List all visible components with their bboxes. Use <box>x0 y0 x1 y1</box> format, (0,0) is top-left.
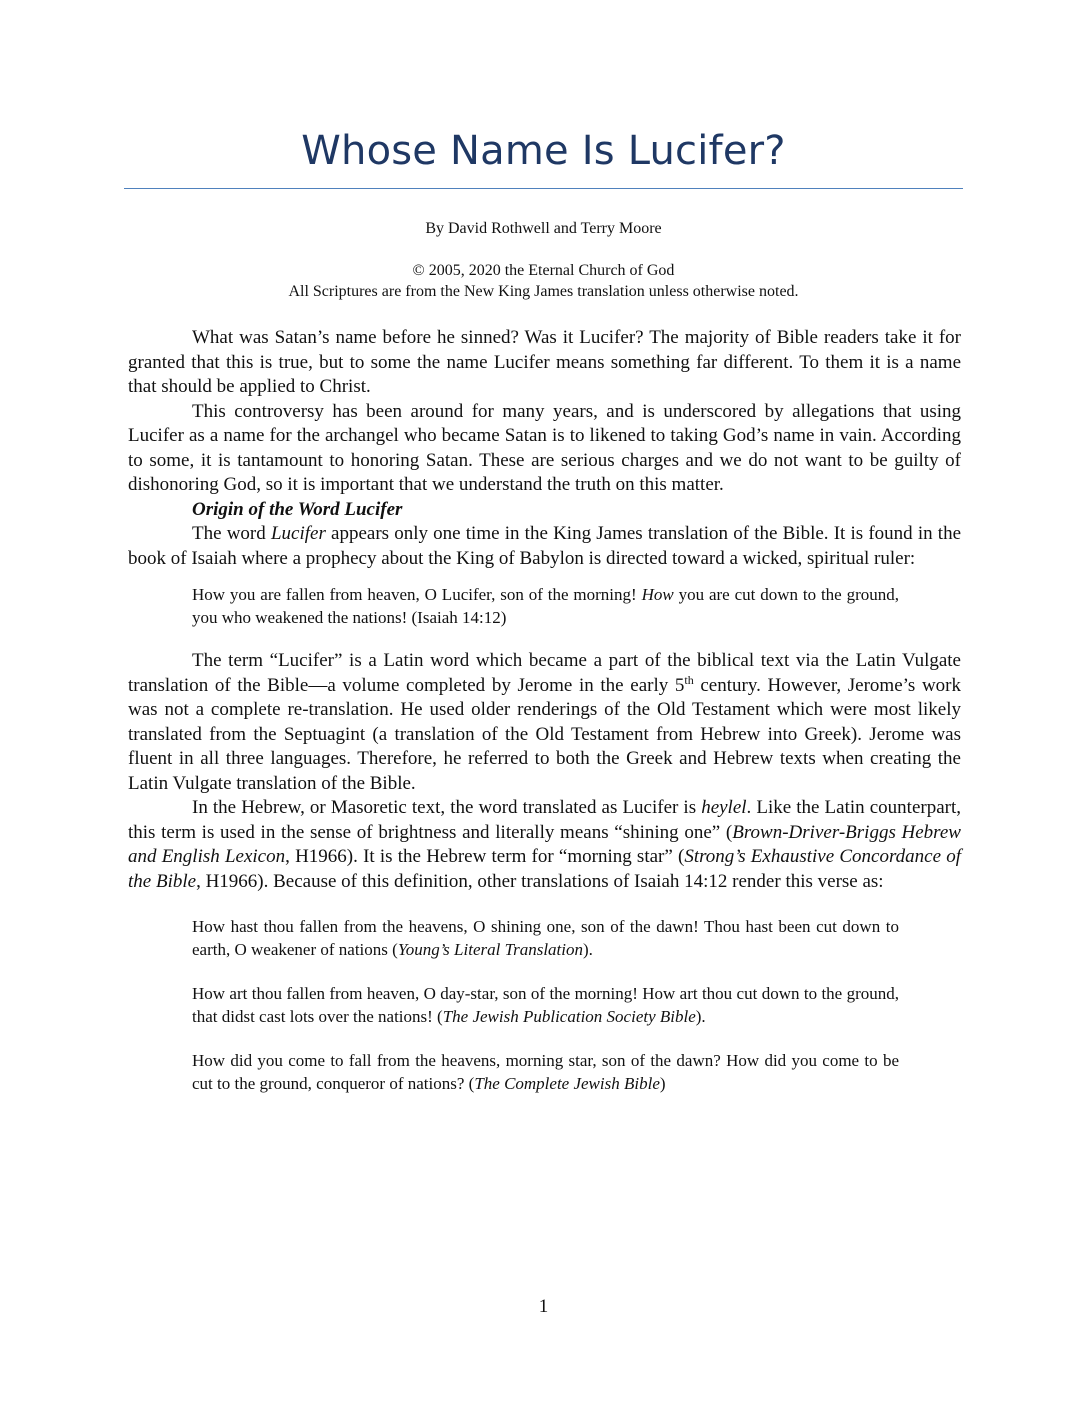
scripture-note: All Scriptures are from the New King James translation unless otherwise noted. <box>288 283 799 300</box>
latin-paragraph <box>128 649 961 796</box>
page-number: 1 <box>538 1296 549 1317</box>
emphasis-run: Strong’s Exhaustive Concordance of the Bible <box>128 846 961 892</box>
byline: By David Rothwell and Terry Moore <box>425 220 662 237</box>
text-run: How did you come to fall from the heavens, morning star, son of the dawn? How did you come to be cut to the ground, conqueror of nations? ( <box>192 1051 899 1093</box>
article-body <box>128 326 961 1095</box>
origin-paragraph <box>128 522 961 571</box>
emphasis-run: Lucifer <box>270 523 326 544</box>
block-quote-youngs <box>192 916 899 961</box>
hebrew-paragraph <box>128 796 961 894</box>
text-run: How art thou fallen from heaven, O day-star, son of the morning! How art thou cut down to the ground, that didst cast lots over the nations! ( <box>192 984 899 1026</box>
section-heading: Origin of the Word Lucifer <box>192 498 403 520</box>
text-run: In the Hebrew, or Masoretic text, the word translated as Lucifer is <box>192 797 702 818</box>
block-quote-isaiah <box>192 584 899 629</box>
text-run: ) <box>659 1073 666 1093</box>
block-quote-cjb <box>192 1050 899 1095</box>
text-run: How hast thou fallen from the heavens, O shining one, son of the dawn! Thou hast been cut down to earth, O weakener of nations ( <box>192 917 899 959</box>
emphasis-run: heylel <box>701 797 747 818</box>
emphasis-run: Young’s Literal Translation <box>397 939 583 959</box>
emphasis-run: Brown-Driver-Briggs Hebrew and English Lexicon <box>128 821 961 867</box>
block-quote-jps <box>192 983 899 1028</box>
text-run: The term “Lucifer” is a Latin word which became a part of the biblical text via the Latin Vulgate translation of the Bible—a volume completed by Jerome in the early 5 <box>128 650 961 696</box>
emphasis-run: How <box>641 585 674 604</box>
text-run: The word <box>192 523 271 544</box>
title-underline <box>124 188 963 189</box>
document-title: Whose Name Is Lucifer? <box>301 128 786 174</box>
text-run: appears only one time in the King James translation of the Bible. It is found in the book of Isaiah where a prophecy about the King of Babylon is directed toward a wicked, spiritual ruler: <box>128 523 961 569</box>
intro-paragraph-1: What was Satan’s name before he sinned? Was it Lucifer? The majority of Bible readers take it for granted that this is true, but to some the name Lucifer means something far different. To them it is a name that should be applied to Christ. <box>128 327 961 397</box>
emphasis-run: The Complete Jewish Bible <box>474 1073 660 1093</box>
text-run: ). <box>583 939 593 959</box>
text-run: , H1966). It is the Hebrew term for “morning star” ( <box>285 846 685 867</box>
emphasis-run: The Jewish Publication Society Bible <box>442 1006 696 1026</box>
copyright-line: © 2005, 2020 the Eternal Church of God <box>412 262 675 279</box>
text-run: . Like the Latin counterpart, this term is used in the sense of brightness and literally means “shining one” ( <box>128 797 961 843</box>
text-run: , H1966). Because of this definition, other translations of Isaiah 14:12 render this verse as: <box>196 870 884 892</box>
intro-paragraph-2: This controversy has been around for many years, and is underscored by allegations that using Lucifer as a name for the archangel who became Satan is to likened to taking God’s name in vain. According to some, it is tantamount to honoring Satan. These are serious charges and we do not want to be guilty of dishonoring God, so it is important that we understand the truth on this matter. <box>128 400 961 495</box>
text-run: ). <box>695 1006 706 1026</box>
superscript: th <box>684 672 694 687</box>
text-run: you are cut down to the ground, you who weakened the nations! (Isaiah 14:12) <box>192 585 899 627</box>
text-run: century. However, Jerome’s work was not a complete re-translation. He used older renderings of the Old Testament which were most likely translated from the Septuagint (a translation of the Old Testament from Hebrew into Greek). Jerome was fluent in all three languages. Therefore, he referred to both the Greek and Hebrew texts when creating the Latin Vulgate translation of the Bible. <box>128 674 962 794</box>
text-run: How you are fallen from heaven, O Lucifer, son of the morning! <box>192 585 642 604</box>
